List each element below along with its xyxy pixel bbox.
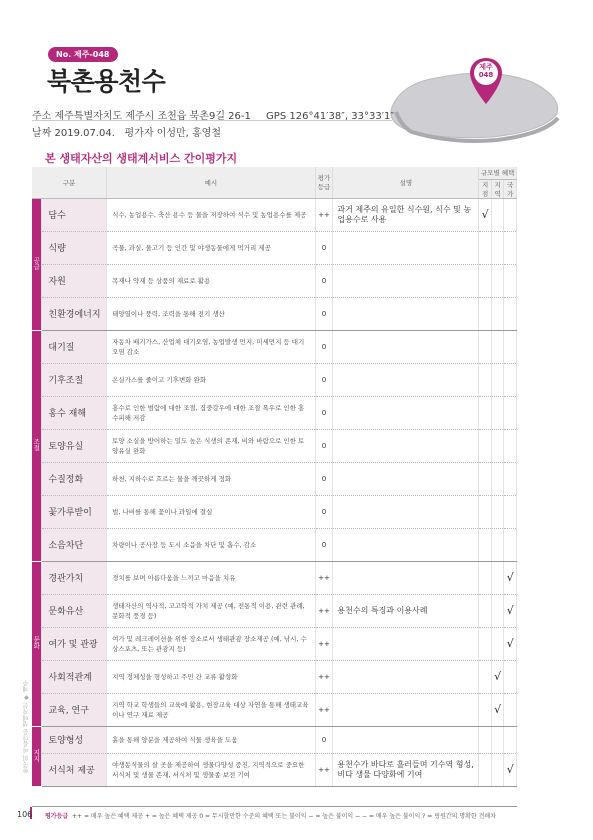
service-description: 용천수가 바다로 흘러들며 기수역 형성, 비다 생물 다양화에 기여 — [333, 753, 479, 786]
table-row — [32, 627, 517, 660]
service-description — [333, 396, 479, 429]
date-label: 날짜 — [32, 128, 52, 139]
check-regional — [491, 396, 504, 429]
header-national: 국가 — [504, 179, 517, 198]
check-regional — [491, 330, 504, 363]
service-description — [333, 660, 479, 693]
check-national: √ — [504, 561, 517, 594]
check-site — [479, 330, 492, 363]
service-example: 여가 및 레크레이션을 위한 장소로서 생태관광 장소제공 (예, 낚시, 수상스포츠, 또는 관광지 등) — [107, 627, 316, 660]
pin-number: 048 — [478, 71, 494, 79]
service-example: 식수, 농업용수, 축산 용수 등 물을 저장하여 식수 및 농업용수를 제공 — [107, 198, 316, 231]
table-row — [32, 363, 517, 396]
service-grade: ++ — [315, 753, 333, 786]
table-row — [32, 264, 517, 297]
service-example: 하천, 지하수로 흐르는 물을 깨끗하게 정화 — [107, 462, 316, 495]
service-name: 토양유실 — [42, 429, 107, 462]
header-regional: 지역 — [491, 179, 504, 198]
service-example: 태양열이나 풍력, 조력을 통해 전기 생산 — [107, 297, 316, 330]
service-grade: 0 — [315, 528, 333, 561]
table-row — [32, 693, 517, 726]
service-grade: 0 — [315, 231, 333, 264]
service-description — [333, 726, 479, 753]
table-row — [32, 231, 517, 264]
table-row — [32, 198, 517, 231]
service-grade: 0 — [315, 396, 333, 429]
service-description — [333, 561, 479, 594]
check-site — [479, 231, 492, 264]
check-site — [479, 693, 492, 726]
check-regional — [491, 429, 504, 462]
meta-divider — [32, 120, 392, 121]
check-regional — [491, 594, 504, 627]
service-grade: ++ — [315, 198, 333, 231]
table-row — [32, 726, 517, 753]
service-grade: 0 — [315, 495, 333, 528]
check-national — [504, 660, 517, 693]
date-value: 2019.07.04. — [54, 128, 115, 139]
location-pin-icon — [468, 56, 504, 106]
check-site — [479, 429, 492, 462]
check-regional: √ — [491, 693, 504, 726]
service-description — [333, 495, 479, 528]
check-national — [504, 363, 517, 396]
check-regional — [491, 753, 504, 786]
check-site — [479, 495, 492, 528]
check-national — [504, 693, 517, 726]
service-example: 벌, 나비를 통해 꽃이나 과일에 결실 — [107, 495, 316, 528]
evaluator-label: 평가자 — [124, 128, 154, 139]
gps-value: 126°41′38″, 33°33′1″ — [289, 111, 395, 122]
asset-number-badge: No. 제주-048 — [48, 47, 118, 62]
table-row — [32, 528, 517, 561]
footer-divider — [32, 806, 517, 807]
service-name: 교육, 연구 — [42, 693, 107, 726]
check-national: √ — [504, 627, 517, 660]
page-number: 106 — [17, 810, 33, 819]
service-name: 친환경에너지 — [42, 297, 107, 330]
pin-region: 제주 — [479, 63, 493, 71]
service-description — [333, 693, 479, 726]
check-site — [479, 363, 492, 396]
service-name: 토양형성 — [42, 726, 107, 753]
service-name: 자원 — [42, 264, 107, 297]
service-example: 온실가스를 줄이고 기후변화 완화 — [107, 363, 316, 396]
address-label: 주소 — [32, 111, 52, 122]
service-grade: 0 — [315, 462, 333, 495]
header-category: 구분 — [32, 167, 107, 198]
table-row — [32, 396, 517, 429]
service-grade: 0 — [315, 363, 333, 396]
check-site — [479, 396, 492, 429]
service-example: 경치를 보며 아름다움을 느끼고 마음을 치유 — [107, 561, 316, 594]
service-grade: 0 — [315, 297, 333, 330]
check-regional — [491, 363, 504, 396]
service-name: 꽃가루받이 — [42, 495, 107, 528]
evaluation-table — [32, 167, 517, 787]
check-site — [479, 462, 492, 495]
service-description — [333, 429, 479, 462]
header-example: 예시 — [107, 167, 316, 198]
header-grade: 평가 등급 — [315, 167, 333, 198]
page-title: 북촌용천수 — [47, 67, 166, 96]
check-site — [479, 660, 492, 693]
date-line — [32, 124, 221, 139]
service-name: 홍수 재해 — [42, 396, 107, 429]
service-description — [333, 363, 479, 396]
check-regional — [491, 264, 504, 297]
check-regional: √ — [491, 660, 504, 693]
service-description — [333, 330, 479, 363]
service-grade: 0 — [315, 330, 333, 363]
check-national — [504, 231, 517, 264]
section-title: 본 생태자산의 생태계서비스 간이평가지 — [45, 152, 238, 165]
service-grade: ++ — [315, 594, 333, 627]
table-row — [32, 330, 517, 363]
check-national — [504, 396, 517, 429]
service-name: 식량 — [42, 231, 107, 264]
check-site — [479, 561, 492, 594]
header-site: 지점 — [479, 179, 492, 198]
service-example: 생태자산의 역사적, 고고학적 가치 제공 (예, 전통적 이용, 관련 관례, 문화적 풍경 등) — [107, 594, 316, 627]
service-name: 담수 — [42, 198, 107, 231]
service-description: 과거 제주의 유일한 식수원, 식수 및 농업용수로 사용 — [333, 198, 479, 231]
service-description — [333, 297, 479, 330]
service-name: 사회적관계 — [42, 660, 107, 693]
check-national: √ — [504, 753, 517, 786]
check-site: √ — [479, 198, 492, 231]
service-example: 목재나 약재 등 상품의 재료로 활용 — [107, 264, 316, 297]
check-national — [504, 198, 517, 231]
category-cultural: 문화 — [32, 561, 42, 726]
legend-text: ++ = 매우 높은 혜택 제공 + = 높은 혜택 제공 0 = 무시할만한 수준의 혜택 또는 불이익 − = 높은 불이익 − − = 매우 높은 불이익 ? = 링원간의 명확한 견해차 — [72, 813, 496, 820]
service-description — [333, 264, 479, 297]
service-grade: 0 — [315, 264, 333, 297]
check-national — [504, 726, 517, 753]
table-row — [32, 594, 517, 627]
check-national — [504, 264, 517, 297]
service-name: 대기질 — [42, 330, 107, 363]
check-national — [504, 495, 517, 528]
check-site — [479, 753, 492, 786]
service-grade: ++ — [315, 627, 333, 660]
check-site — [479, 627, 492, 660]
service-grade: ++ — [315, 660, 333, 693]
check-national: √ — [504, 594, 517, 627]
service-example: 홍수로 인한 범람에 대한 조절, 집중강우에 대한 조절 폭우로 인한 홍수피해 저감 — [107, 396, 316, 429]
table-row — [32, 495, 517, 528]
service-name: 수질정화 — [42, 462, 107, 495]
service-example: 흙을 통해 양분을 제공하여 식물 생육을 도움 — [107, 726, 316, 753]
service-name: 서식처 제공 — [42, 753, 107, 786]
check-site — [479, 264, 492, 297]
table-row — [32, 462, 517, 495]
service-name: 기후조절 — [42, 363, 107, 396]
table-row — [32, 753, 517, 786]
category-supporting: 지지 — [32, 726, 42, 786]
check-site — [479, 528, 492, 561]
check-regional — [491, 561, 504, 594]
service-name: 여가 및 관광 — [42, 627, 107, 660]
address-value: 제주특별자치도 제주시 조천읍 북촌9길 26-1 — [54, 111, 251, 122]
service-description: 용천수의 특징과 이용사례 — [333, 594, 479, 627]
check-national — [504, 462, 517, 495]
check-regional — [491, 297, 504, 330]
category-provisioning: 공급 — [32, 198, 42, 330]
check-regional — [491, 726, 504, 753]
service-grade: ++ — [315, 561, 333, 594]
evaluator-value: 이성만, 홍영철 — [156, 128, 221, 139]
legend-label: 평가등급 — [45, 813, 69, 820]
service-example: 차량이나 공사장 등 도시 소음을 차단 및 흡수, 감소 — [107, 528, 316, 561]
check-national — [504, 330, 517, 363]
service-description — [333, 627, 479, 660]
service-description — [333, 462, 479, 495]
service-example: 지역 학교 학생들의 교육에 활용, 현장교육 대상 자연을 통해 생태교육이나 연구 재료 제공 — [107, 693, 316, 726]
table-row — [32, 297, 517, 330]
check-regional — [491, 528, 504, 561]
table-row — [32, 561, 517, 594]
category-regulating: 조절 — [32, 330, 42, 561]
service-example: 토양 소실을 방어하는 밀도 높은 식생의 존재, 비와 바람으로 인한 토양유실 완화 — [107, 429, 316, 462]
check-national — [504, 297, 517, 330]
service-example: 자동차 배기가스, 산업체 대기오염, 농업발생 먼지, 미세먼지 등 대기오염 감소 — [107, 330, 316, 363]
service-example: 야생동식물의 살 곳을 제공하여 생물다양성 증진, 지역적으로 중요한 서식처 및 생물 존재, 서식처 및 생물종 보전 기여 — [107, 753, 316, 786]
table-row — [32, 429, 517, 462]
check-site — [479, 297, 492, 330]
service-name: 소음차단 — [42, 528, 107, 561]
grade-legend — [45, 811, 496, 820]
check-regional — [491, 627, 504, 660]
service-grade: 0 — [315, 726, 333, 753]
check-national — [504, 429, 517, 462]
check-regional — [491, 198, 504, 231]
service-grade: ++ — [315, 693, 333, 726]
service-name: 문화유산 — [42, 594, 107, 627]
service-grade: 0 — [315, 429, 333, 462]
service-description — [333, 528, 479, 561]
check-regional — [491, 495, 504, 528]
check-regional — [491, 231, 504, 264]
gps-label: GPS — [266, 111, 287, 122]
table-row — [32, 660, 517, 693]
service-name: 경관가치 — [42, 561, 107, 594]
service-example: 지역 정체성을 형성하고 주민 간 교류 활성화 — [107, 660, 316, 693]
service-example: 곡물, 과실, 물고기 등 인간 및 야생동물에게 먹거리 제공 — [107, 231, 316, 264]
check-regional — [491, 462, 504, 495]
header-description: 설명 — [333, 167, 479, 198]
header-scale: 규모별 혜택 — [479, 167, 517, 179]
sidebar-caption: 한국의 아름다운 생태자산 ◆ 제주 — [23, 680, 30, 773]
check-national — [504, 528, 517, 561]
check-site — [479, 594, 492, 627]
check-site — [479, 726, 492, 753]
service-description — [333, 231, 479, 264]
